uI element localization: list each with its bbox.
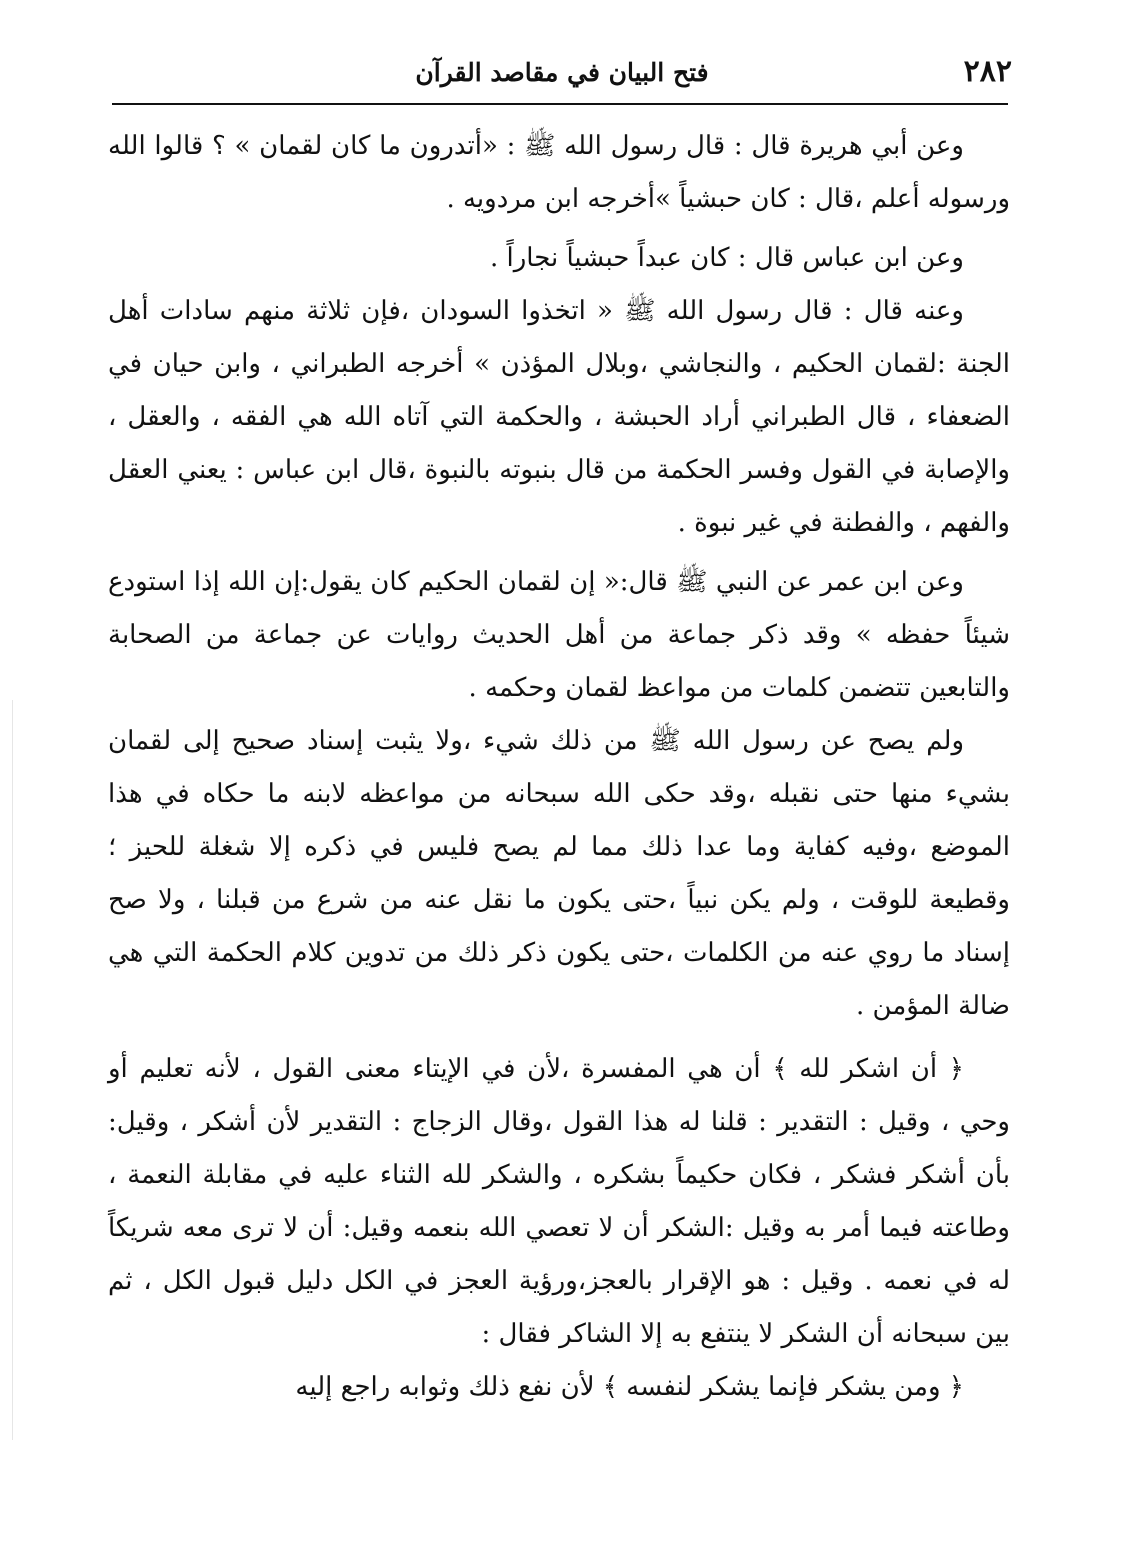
paragraph: ﴿ ومن يشكر فإنما يشكر لنفسه ﴾ لأن نفع ذلك وثوابه راجع إليه xyxy=(295,1372,964,1402)
scan-edge-line xyxy=(12,700,13,1440)
running-title: فتح البيان في مقاصد القرآن xyxy=(415,58,709,87)
page-number: ٢٨٢ xyxy=(963,54,1012,89)
paragraph: وعنه قال : قال رسول الله ﷺ « اتخذوا السودان ،فإن ثلاثة منهم سادات أهل الجنة :لقمان الحكيم ، والنجاشي ،وبلال المؤذن » أخرجه الطبراني ، وابن حيان في الضعفاء ، قال الطبراني أراد الحبشة ، والحكمة التي آتاه الله هي الفقه ، والعقل ، والإصابة في القول وفسر الحكمة من قال بنبوته بالنبوة ،قال ابن عباس : يعني العقل والفهم ، والفطنة في غير نبوة . xyxy=(108,296,1010,538)
header-rule xyxy=(112,103,1008,105)
body-text xyxy=(108,120,1010,1414)
paragraph: ولم يصح عن رسول الله ﷺ من ذلك شيء ،ولا يثبت إسناد صحيح إلى لقمان بشيء منها حتى نقبله ،وقد حكى الله سبحانه من مواعظه لابنه ما حكاه في هذا الموضع ،وفيه كفاية وما عدا ذلك مما لم يصح فليس في ذكره إلا شغلة للحيز ؛ وقطيعة للوقت ، ولم يكن نبياً ،حتى يكون ما نقل عنه من شرع من قبلنا ، ولا صح إسناد ما روي عنه من الكلمات ،حتى يكون ذكر ذلك من تدوين كلام الحكمة التي هي ضالة المؤمن . xyxy=(108,726,1010,1021)
running-header xyxy=(112,48,1012,96)
paragraph: ﴿ أن اشكر لله ﴾ أن هي المفسرة ،لأن في الإيتاء معنى القول ، لأنه تعليم أو وحي ، وقيل : التقدير : قلنا له هذا القول ،وقال الزجاج : التقدير لأن أشكر ، وقيل: بأن أشكر فشكر ، فكان حكيماً بشكره ، والشكر لله الثناء عليه في مقابلة النعمة ، وطاعته فيما أمر به وقيل :الشكر أن لا تعصي الله بنعمه وقيل: أن لا ترى معه شريكاً له في نعمه . وقيل : هو الإقرار بالعجز،ورؤية العجز في الكل دليل قبول الكل ، ثم بين سبحانه أن الشكر لا ينتفع به إلا الشاكر فقال : xyxy=(108,1054,1010,1349)
paragraph: وعن أبي هريرة قال : قال رسول الله ﷺ : «أتدرون ما كان لقمان » ؟ قالوا الله ورسوله أعلم ،قال : كان حبشياً »أخرجه ابن مردويه . xyxy=(108,131,1010,214)
paragraph: وعن ابن عباس قال : كان عبداً حبشياً نجاراً . xyxy=(489,243,964,273)
paragraph: وعن ابن عمر عن النبي ﷺ قال:« إن لقمان الحكيم كان يقول:إن الله إذا استودع شيئاً حفظه » وقد ذكر جماعة من أهل الحديث روايات عن جماعة من الصحابة والتابعين تتضمن كلمات من مواعظ لقمان وحكمه . xyxy=(108,567,1010,703)
